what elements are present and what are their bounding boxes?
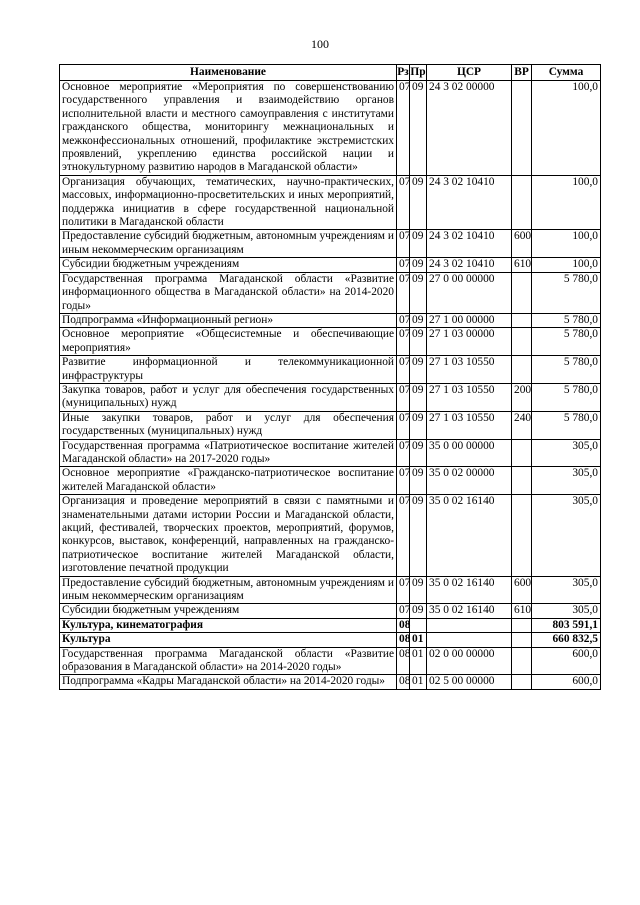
- table-row: [60, 356, 601, 384]
- cell-sum: 305,0: [532, 576, 601, 604]
- table-row: [60, 81, 601, 176]
- cell-csr: 27 1 03 10550: [427, 411, 512, 439]
- cell-name: Развитие информационной и телекоммуникационной инфраструктуры: [60, 356, 397, 384]
- cell-name: Закупка товаров, работ и услуг для обеспечения государственных (муниципальных) нужд: [60, 383, 397, 411]
- table-row: [60, 495, 601, 576]
- cell-sum: 100,0: [532, 230, 601, 258]
- cell-name: Государственная программа Магаданской области «Развитие информационного общества в Магаданской области» на 2014-2020 годы»: [60, 272, 397, 313]
- cell-rz: 07: [397, 81, 410, 176]
- cell-csr: 24 3 02 10410: [427, 175, 512, 230]
- cell-rz: 07: [397, 230, 410, 258]
- cell-name: Организация обучающих, тематических, научно-практических, массовых, информационно-просветительских и иных мероприятий, поддержка инициатив в сфере государственной национальной политики в Магаданской области: [60, 175, 397, 230]
- cell-vr: [512, 467, 532, 495]
- cell-pr: 09: [410, 230, 427, 258]
- cell-pr: [410, 618, 427, 632]
- cell-rz: 07: [397, 604, 410, 618]
- cell-csr: 27 1 03 10550: [427, 383, 512, 411]
- header-rz: Рз: [397, 65, 410, 81]
- cell-sum: 5 780,0: [532, 313, 601, 327]
- cell-name: Основное мероприятие «Гражданско-патриотическое воспитание жителей Магаданской области»: [60, 467, 397, 495]
- cell-name: Субсидии бюджетным учреждениям: [60, 258, 397, 272]
- cell-pr: 09: [410, 576, 427, 604]
- cell-csr: 27 0 00 00000: [427, 272, 512, 313]
- cell-rz: 07: [397, 313, 410, 327]
- table-row: [60, 230, 601, 258]
- cell-vr: [512, 647, 532, 675]
- cell-csr: 27 1 00 00000: [427, 313, 512, 327]
- cell-pr: 01: [410, 633, 427, 647]
- cell-name: Субсидии бюджетным учреждениям: [60, 604, 397, 618]
- cell-vr: [512, 618, 532, 632]
- cell-rz: 07: [397, 175, 410, 230]
- cell-csr: 35 0 02 00000: [427, 467, 512, 495]
- cell-pr: 09: [410, 272, 427, 313]
- cell-sum: 660 832,5: [532, 633, 601, 647]
- cell-pr: 09: [410, 604, 427, 618]
- header-vr: ВР: [512, 65, 532, 81]
- cell-csr: 27 1 03 00000: [427, 328, 512, 356]
- cell-vr: [512, 495, 532, 576]
- cell-rz: 07: [397, 467, 410, 495]
- cell-csr: 24 3 02 10410: [427, 258, 512, 272]
- cell-name: Предоставление субсидий бюджетным, автономным учреждениям и иным некоммерческим организациям: [60, 230, 397, 258]
- table-row: [60, 411, 601, 439]
- cell-sum: 803 591,1: [532, 618, 601, 632]
- cell-sum: 305,0: [532, 439, 601, 467]
- cell-name: Подпрограмма «Информационный регион»: [60, 313, 397, 327]
- cell-pr: 09: [410, 258, 427, 272]
- cell-csr: [427, 618, 512, 632]
- cell-vr: 610: [512, 604, 532, 618]
- cell-vr: [512, 328, 532, 356]
- cell-name: Организация и проведение мероприятий в связи с памятными и знаменательными датами истории России и Магаданской области, акций, фестивалей, творческих проектов, мероприятий, форумов, конкурсов, выставок, конференций, направленных на гражданско-патриотическое воспитание жителей Магаданской области, изготовление печатной продукции: [60, 495, 397, 576]
- table-row: [60, 675, 601, 689]
- table-row: [60, 328, 601, 356]
- cell-sum: 5 780,0: [532, 328, 601, 356]
- cell-csr: 35 0 00 00000: [427, 439, 512, 467]
- cell-sum: 100,0: [532, 258, 601, 272]
- table-row: [60, 618, 601, 632]
- cell-vr: [512, 81, 532, 176]
- header-csr: ЦСР: [427, 65, 512, 81]
- cell-rz: 07: [397, 272, 410, 313]
- cell-rz: 07: [397, 495, 410, 576]
- cell-sum: 100,0: [532, 81, 601, 176]
- cell-vr: [512, 675, 532, 689]
- cell-pr: 01: [410, 647, 427, 675]
- cell-csr: 24 3 02 00000: [427, 81, 512, 176]
- cell-sum: 305,0: [532, 495, 601, 576]
- cell-csr: 35 0 02 16140: [427, 604, 512, 618]
- table-row: [60, 467, 601, 495]
- cell-rz: 07: [397, 383, 410, 411]
- header-name: Наименование: [60, 65, 397, 81]
- cell-csr: 35 0 02 16140: [427, 576, 512, 604]
- table-row: [60, 272, 601, 313]
- cell-rz: 07: [397, 411, 410, 439]
- cell-pr: 09: [410, 328, 427, 356]
- table-row: [60, 383, 601, 411]
- cell-pr: 09: [410, 81, 427, 176]
- cell-sum: 100,0: [532, 175, 601, 230]
- cell-sum: 305,0: [532, 467, 601, 495]
- cell-pr: 09: [410, 495, 427, 576]
- cell-sum: 600,0: [532, 647, 601, 675]
- cell-vr: [512, 439, 532, 467]
- table-row: [60, 175, 601, 230]
- cell-pr: 09: [410, 411, 427, 439]
- cell-vr: 600: [512, 230, 532, 258]
- cell-rz: 07: [397, 328, 410, 356]
- cell-name: Предоставление субсидий бюджетным, автономным учреждениям и иным некоммерческим организациям: [60, 576, 397, 604]
- table-row: [60, 313, 601, 327]
- cell-name: Государственная программа «Патриотическое воспитание жителей Магаданской области» на 2017-2020 годы»: [60, 439, 397, 467]
- cell-sum: 600,0: [532, 675, 601, 689]
- cell-sum: 5 780,0: [532, 356, 601, 384]
- cell-rz: 08: [397, 618, 410, 632]
- cell-name: Культура: [60, 633, 397, 647]
- cell-vr: 600: [512, 576, 532, 604]
- cell-csr: 02 0 00 00000: [427, 647, 512, 675]
- cell-pr: 09: [410, 356, 427, 384]
- cell-name: Основное мероприятие «Общесистемные и обеспечивающие мероприятия»: [60, 328, 397, 356]
- table-row: [60, 258, 601, 272]
- cell-vr: 200: [512, 383, 532, 411]
- cell-csr: 27 1 03 10550: [427, 356, 512, 384]
- cell-pr: 09: [410, 383, 427, 411]
- budget-table: [59, 64, 601, 690]
- cell-sum: 5 780,0: [532, 411, 601, 439]
- cell-rz: 07: [397, 356, 410, 384]
- cell-rz: 08: [397, 633, 410, 647]
- cell-vr: [512, 633, 532, 647]
- cell-sum: 5 780,0: [532, 383, 601, 411]
- cell-csr: 24 3 02 10410: [427, 230, 512, 258]
- page-number: 100: [311, 37, 329, 51]
- cell-csr: [427, 633, 512, 647]
- cell-pr: 09: [410, 439, 427, 467]
- cell-vr: 610: [512, 258, 532, 272]
- cell-name: Иные закупки товаров, работ и услуг для обеспечения государственных (муниципальных) нужд: [60, 411, 397, 439]
- cell-rz: 08: [397, 647, 410, 675]
- table-body: [60, 81, 601, 690]
- cell-vr: [512, 313, 532, 327]
- header-sum: Сумма: [532, 65, 601, 81]
- table-row: [60, 604, 601, 618]
- cell-rz: 07: [397, 576, 410, 604]
- cell-vr: [512, 356, 532, 384]
- cell-rz: 07: [397, 258, 410, 272]
- cell-sum: 305,0: [532, 604, 601, 618]
- cell-pr: 09: [410, 313, 427, 327]
- cell-name: Государственная программа Магаданской области «Развитие образования в Магаданской области» на 2014-2020 годы»: [60, 647, 397, 675]
- header-pr: Пр: [410, 65, 427, 81]
- cell-rz: 07: [397, 439, 410, 467]
- cell-name: Культура, кинематография: [60, 618, 397, 632]
- table-row: [60, 439, 601, 467]
- cell-pr: 01: [410, 675, 427, 689]
- table-row: [60, 633, 601, 647]
- cell-vr: [512, 272, 532, 313]
- cell-name: Основное мероприятие «Мероприятия по совершенствованию государственного управления и взаимодействию органов исполнительной власти и местного самоуправления с институтами гражданского общества, мониторингу межнациональных и межконфессиональных отношений, профилактике экстремистских проявлений, укреплению единства российской нации и этнокультурному развитию народов в Магаданской области»: [60, 81, 397, 176]
- table-row: [60, 647, 601, 675]
- cell-csr: 35 0 02 16140: [427, 495, 512, 576]
- cell-rz: 08: [397, 675, 410, 689]
- cell-vr: 240: [512, 411, 532, 439]
- cell-vr: [512, 175, 532, 230]
- table-row: [60, 576, 601, 604]
- cell-sum: 5 780,0: [532, 272, 601, 313]
- table-header-row: [60, 65, 601, 81]
- cell-csr: 02 5 00 00000: [427, 675, 512, 689]
- cell-pr: 09: [410, 175, 427, 230]
- cell-name: Подпрограмма «Кадры Магаданской области» на 2014-2020 годы»: [60, 675, 397, 689]
- cell-pr: 09: [410, 467, 427, 495]
